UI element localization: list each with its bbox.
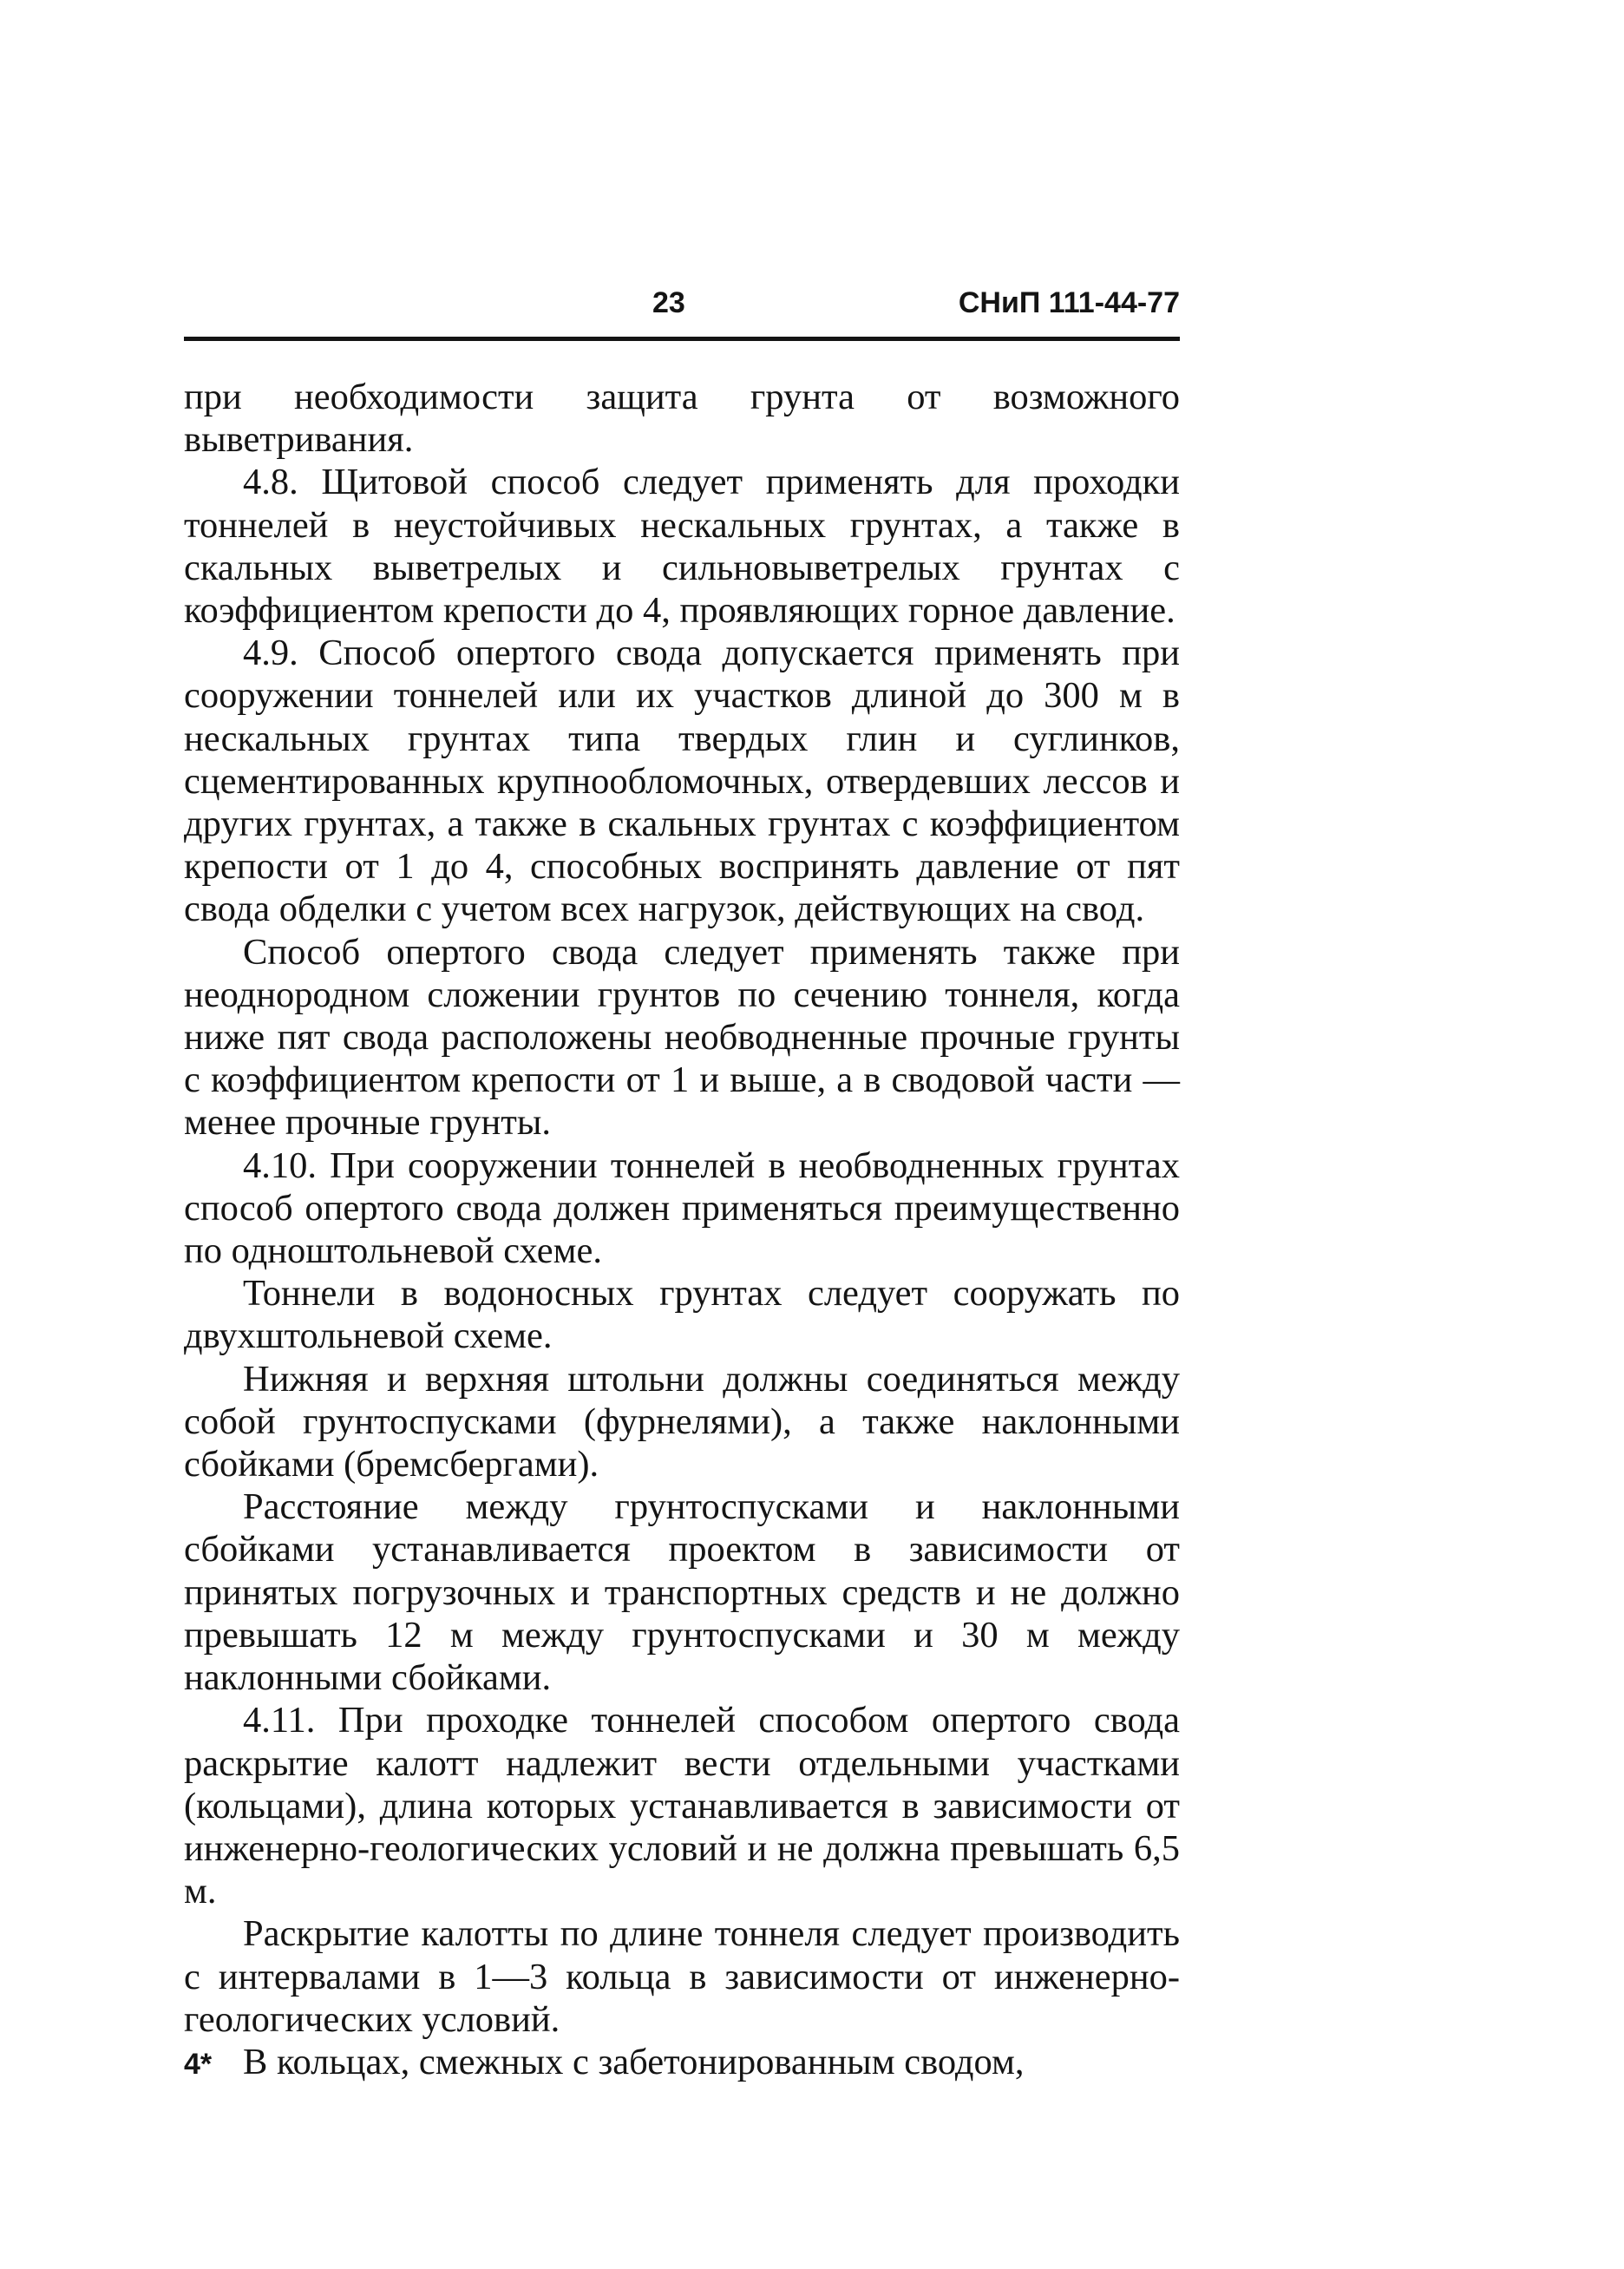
- paragraph-4-10: 4.10. При сооружении тоннелей в необводненных грунтах способ опертого свода должен применяться преимущественно по одноштольневой схеме.: [184, 1144, 1180, 1272]
- body-text: [184, 376, 1180, 2083]
- paragraph-4-11-calotte: Раскрытие калотты по длине тоннеля следует производить с интервалами в 1—3 кольца в зависимости от инженерно-геологических условий.: [184, 1913, 1180, 2040]
- header-rule: [184, 337, 1180, 341]
- paragraph-4-9-cont: Способ опертого свода следует применять также при неоднородном сложении грунтов по сечению тоннеля, когда ниже пят свода расположены необводненные прочные грунты с коэффициентом крепости от 1 и выше, а в сводовой части — менее прочные грунты.: [184, 931, 1180, 1144]
- paragraph-4-10-drifts: Нижняя и верхняя штольни должны соединяться между собой грунтоспусками (фурнелями), а также наклонными сбойками (бремсбергами).: [184, 1358, 1180, 1485]
- paragraph-continuation: при необходимости защита грунта от возможного выветривания.: [184, 377, 1180, 461]
- paragraph-4-11: 4.11. При проходке тоннелей способом опертого свода раскрытие калотт надлежит вести отдельными участками (кольцами), длина которых устанавливается в зависимости от инженерно-геологических условий и не должна превышать 6,5 м.: [184, 1700, 1180, 1912]
- paragraph-4-10-water: Тоннели в водоносных грунтах следует сооружать по двухштольневой схеме.: [184, 1273, 1180, 1357]
- paragraph-4-8: 4.8. Щитовой способ следует применять для проходки тоннелей в неустойчивых нескальных грунтах, а также в скальных выветрелых и сильновыветрелых грунтах с коэффициентом крепости до 4, проявляющих горное давление.: [184, 462, 1180, 632]
- document-page: [184, 286, 1180, 2083]
- signature-mark: 4*: [184, 2048, 213, 2081]
- page-number: 23: [652, 286, 685, 319]
- document-code: СНиП 111-44-77: [958, 286, 1180, 319]
- paragraph-4-11-rings: В кольцах, смежных с забетонированным сводом,: [243, 2041, 1025, 2082]
- page-header: [184, 286, 1180, 330]
- paragraph-4-10-distance: Расстояние между грунтоспусками и наклонными сбойками устанавливается проектом в зависимости от принятых погрузочных и транспортных средств и не должно превышать 12 м между грунтоспусками и 30 м между наклонными сбойками.: [184, 1486, 1180, 1699]
- paragraph-4-9: 4.9. Способ опертого свода допускается применять при сооружении тоннелей или их участков длиной до 300 м в нескальных грунтах типа твердых глин и суглинков, сцементированных крупнообломочных, отвердевших лессов и других грунтах, а также в скальных грунтах с коэффициентом крепости от 1 до 4, способных воспринять давление от пят свода обделки с учетом всех нагрузок, действующих на свод.: [184, 633, 1180, 930]
